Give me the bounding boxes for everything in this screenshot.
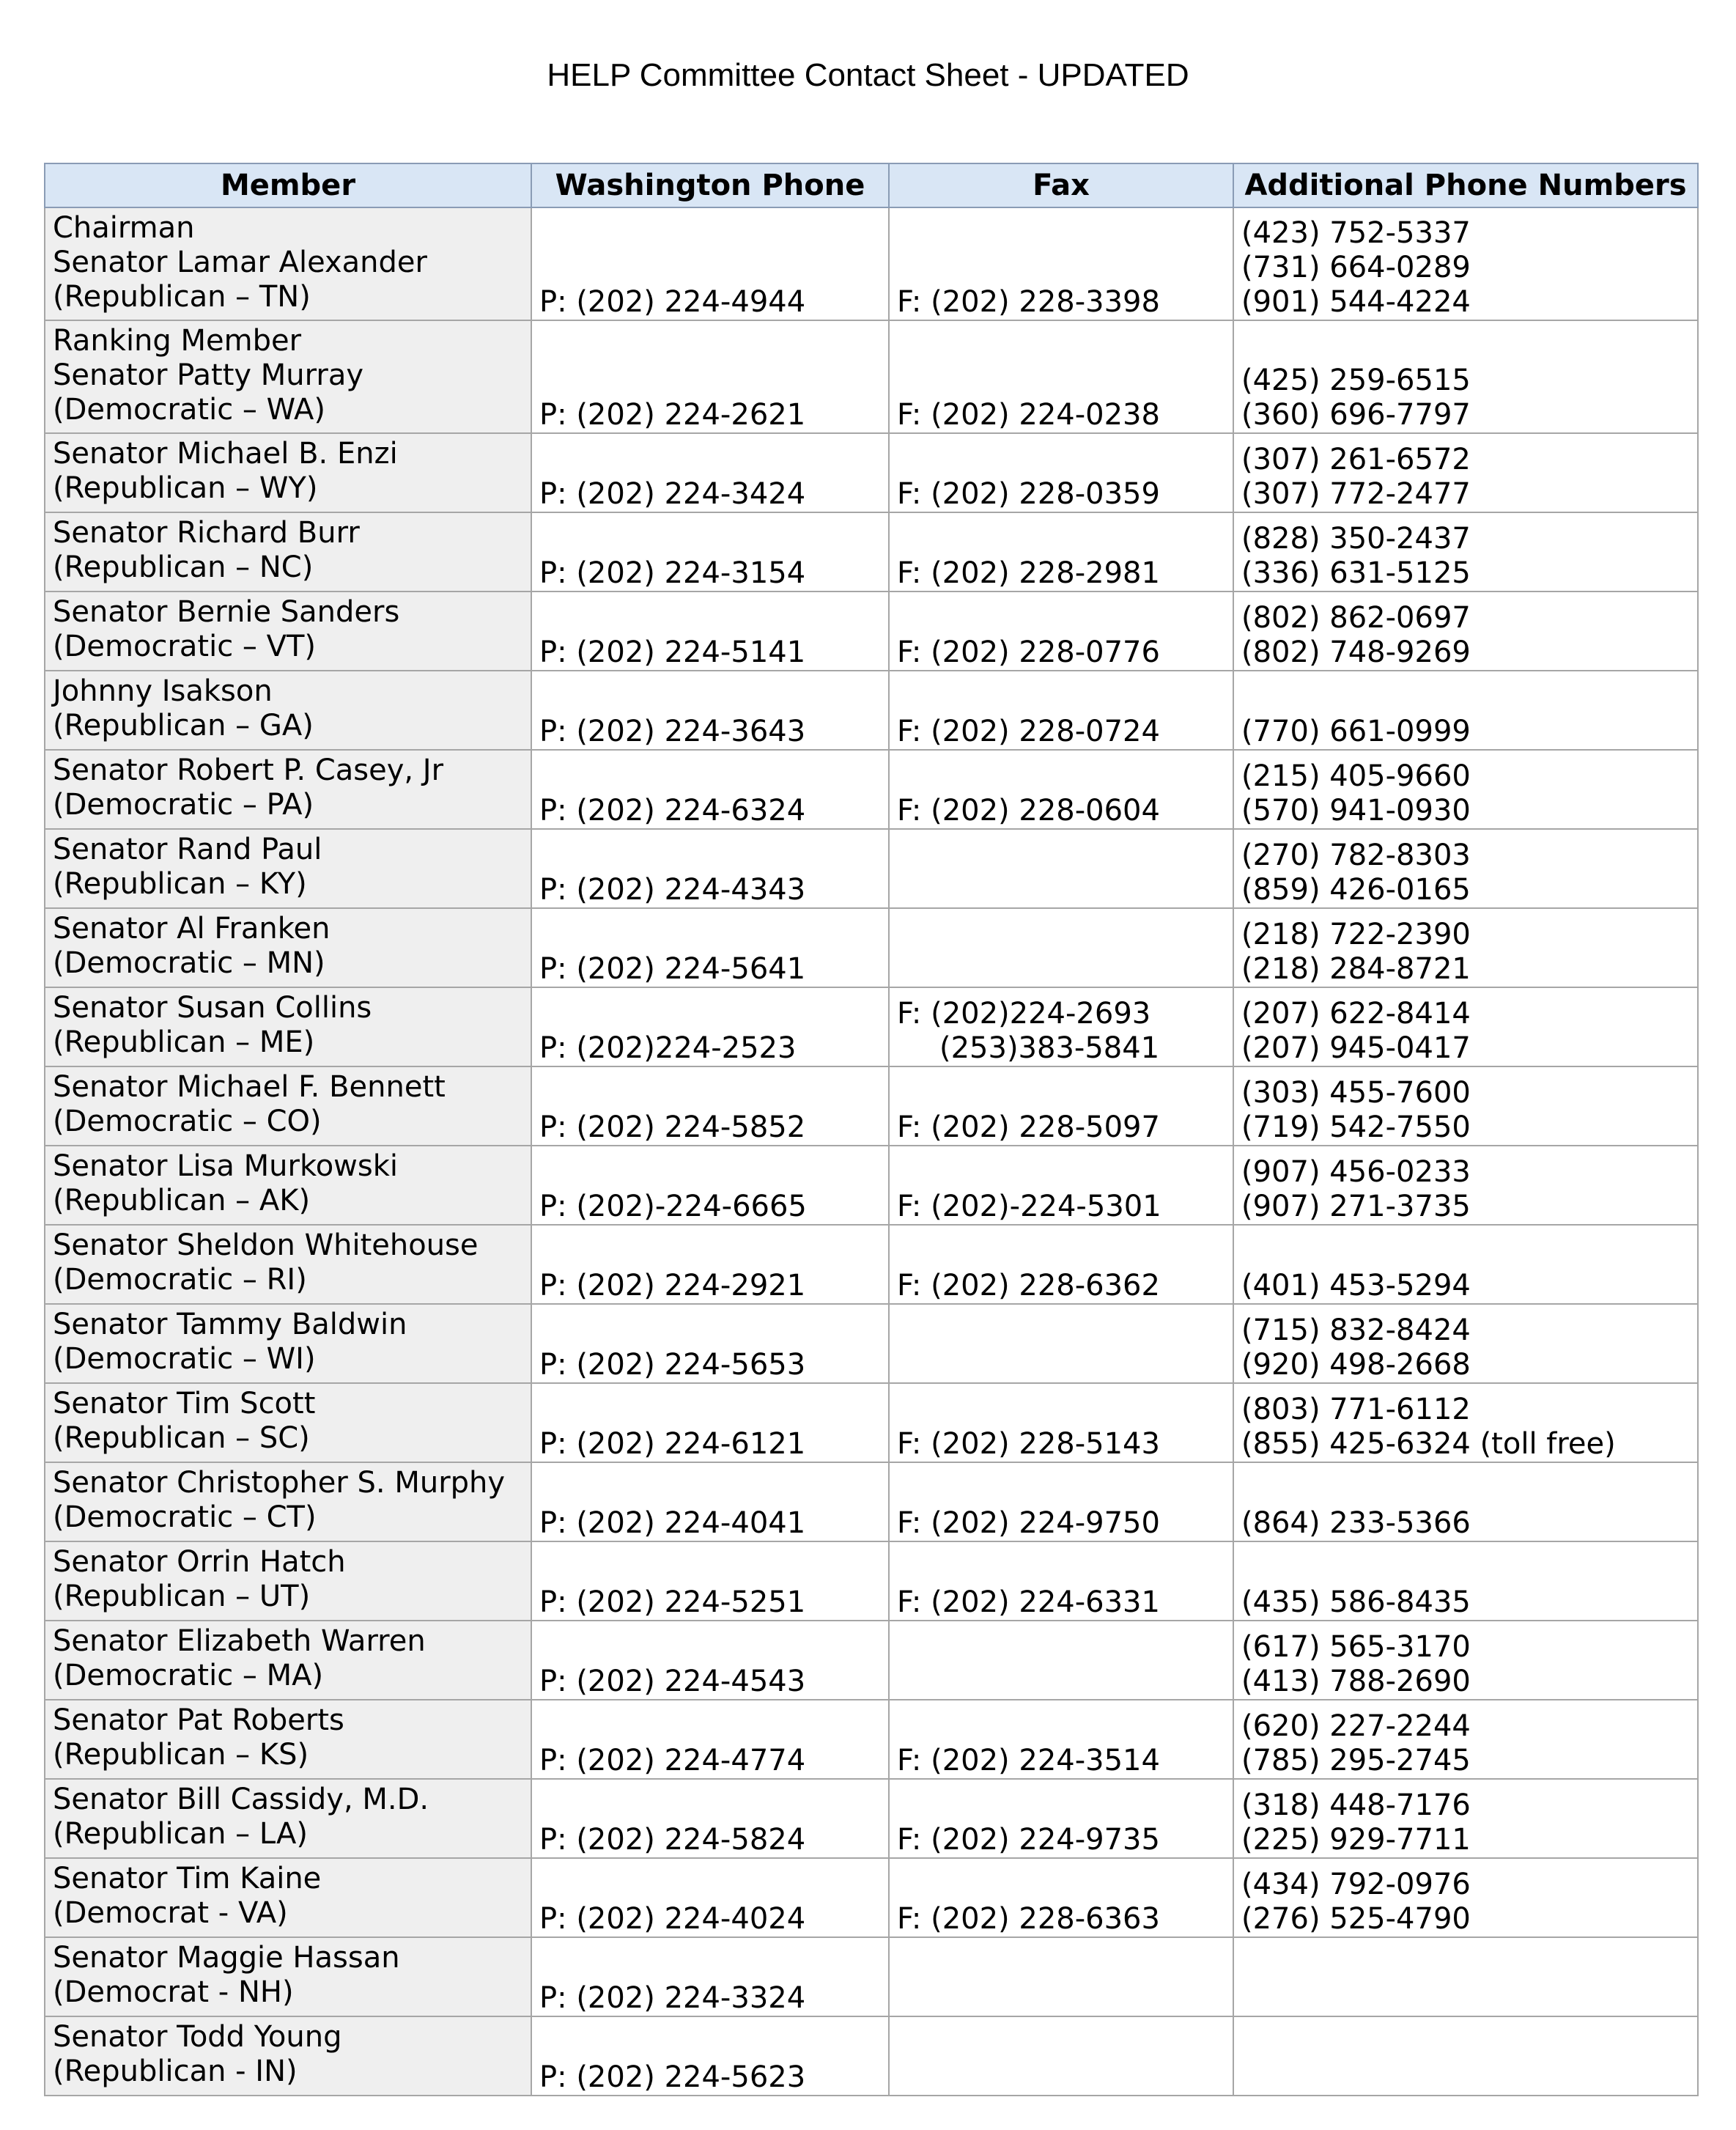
washington-phone: P: (202) 224-4944 [539, 285, 806, 319]
fax-number: F: (202) 228-0776 [897, 635, 1160, 669]
washington-phone-cell [531, 207, 889, 320]
member-cell [45, 2016, 531, 2096]
washington-phone: P: (202) 224-3324 [539, 1981, 806, 2015]
additional-phone: (785) 295-2745 [1241, 1744, 1471, 1777]
additional-phone: (907) 456-0233 [1241, 1155, 1471, 1189]
additional-phones-cell [1233, 1383, 1698, 1462]
table-row [45, 987, 1698, 1066]
additional-phone: (207) 945-0417 [1241, 1031, 1471, 1065]
washington-phone: P: (202) 224-5623 [539, 2060, 806, 2094]
member-line: Johnny Isakson [53, 674, 273, 708]
additional-phone: (620) 227-2244 [1241, 1709, 1471, 1743]
additional-phone: (336) 631-5125 [1241, 556, 1471, 590]
table-row [45, 750, 1698, 829]
fax-cell [889, 320, 1233, 433]
fax-cell [889, 1462, 1233, 1541]
member-line: Senator Orrin Hatch [53, 1545, 346, 1579]
member-line: (Republican – SC) [53, 1421, 310, 1455]
fax-cell [889, 1066, 1233, 1146]
additional-phone: (435) 586-8435 [1241, 1585, 1471, 1619]
washington-phone-cell [531, 1779, 889, 1858]
additional-phone: (401) 453-5294 [1241, 1269, 1471, 1302]
member-line: Senator Todd Young [53, 2020, 342, 2054]
table-row [45, 1304, 1698, 1383]
table-row [45, 592, 1698, 671]
washington-phone: P: (202) 224-6121 [539, 1427, 806, 1461]
fax-number: F: (202) 228-0359 [897, 477, 1160, 511]
member-cell [45, 512, 531, 592]
fax-cell [889, 1779, 1233, 1858]
member-line: (Democratic – CO) [53, 1105, 322, 1138]
additional-phone: (802) 748-9269 [1241, 635, 1471, 669]
fax-cell [889, 2016, 1233, 2096]
member-line: Senator Michael F. Bennett [53, 1070, 446, 1104]
additional-phone: (907) 271-3735 [1241, 1190, 1471, 1223]
fax-number: F: (202) 228-5143 [897, 1427, 1160, 1461]
member-line: Senator Bill Cassidy, M.D. [53, 1783, 429, 1816]
fax-number: F: (202) 224-3514 [897, 1744, 1160, 1777]
contact-table [44, 163, 1699, 2096]
additional-phone: (423) 752-5337 [1241, 216, 1471, 250]
additional-phone: (803) 771-6112 [1241, 1393, 1471, 1426]
member-line: (Republican – NC) [53, 550, 314, 584]
member-line: (Republican – KY) [53, 867, 307, 901]
washington-phone: P: (202) 224-3154 [539, 556, 806, 590]
additional-phones-cell [1233, 1146, 1698, 1225]
additional-phone: (218) 722-2390 [1241, 918, 1471, 951]
washington-phone: P: (202) 224-6324 [539, 794, 806, 828]
fax-number: F: (202) 224-9735 [897, 1823, 1160, 1857]
additional-phone: (859) 426-0165 [1241, 873, 1471, 907]
member-cell [45, 1146, 531, 1225]
additional-phones-cell [1233, 1462, 1698, 1541]
additional-phones-cell [1233, 908, 1698, 987]
fax-cell [889, 1700, 1233, 1779]
member-line: Senator Al Franken [53, 912, 330, 946]
fax-number: F: (202) 228-2981 [897, 556, 1160, 590]
washington-phone-cell [531, 592, 889, 671]
member-cell [45, 320, 531, 433]
member-line: Senator Tim Kaine [53, 1862, 322, 1895]
member-line: (Democratic – PA) [53, 788, 314, 822]
additional-phone: (617) 565-3170 [1241, 1630, 1471, 1664]
additional-phones-cell [1233, 750, 1698, 829]
fax-number: F: (202)-224-5301 [897, 1190, 1161, 1223]
header-additional-phones: Additional Phone Numbers [1233, 163, 1698, 207]
member-line: (Democratic – WA) [53, 393, 325, 427]
table-row [45, 908, 1698, 987]
member-cell [45, 207, 531, 320]
table-row [45, 1146, 1698, 1225]
fax-cell [889, 1541, 1233, 1621]
fax-number: F: (202) 228-5097 [897, 1110, 1160, 1144]
additional-phone: (802) 862-0697 [1241, 601, 1471, 635]
additional-phone: (218) 284-8721 [1241, 952, 1471, 986]
member-line: Senator Susan Collins [53, 991, 372, 1025]
additional-phone: (715) 832-8424 [1241, 1313, 1471, 1347]
fax-cell [889, 1383, 1233, 1462]
additional-phone: (864) 233-5366 [1241, 1506, 1471, 1540]
table-row [45, 1541, 1698, 1621]
member-line: (Republican – LA) [53, 1817, 309, 1851]
washington-phone: P: (202) 224-5852 [539, 1110, 806, 1144]
washington-phone: P: (202) 224-4543 [539, 1665, 806, 1698]
washington-phone-cell [531, 1225, 889, 1304]
page-title: HELP Committee Contact Sheet - UPDATED [547, 57, 1189, 93]
fax-cell [889, 1937, 1233, 2016]
table-row [45, 512, 1698, 592]
member-line: Chairman [53, 211, 195, 245]
washington-phone-cell [531, 671, 889, 750]
table-row [45, 829, 1698, 908]
member-line: (Democratic – WI) [53, 1342, 316, 1376]
member-cell [45, 1462, 531, 1541]
member-cell [45, 1937, 531, 2016]
fax-cell [889, 1858, 1233, 1937]
member-line: Senator Michael B. Enzi [53, 437, 398, 471]
additional-phone: (920) 498-2668 [1241, 1348, 1471, 1382]
member-cell [45, 1541, 531, 1621]
washington-phone: P: (202) 224-5251 [539, 1585, 806, 1619]
washington-phone: P: (202) 224-2621 [539, 398, 806, 432]
member-line: (Republican – GA) [53, 709, 314, 742]
additional-phone: (901) 544-4224 [1241, 285, 1471, 319]
additional-phones-cell [1233, 512, 1698, 592]
member-line: (Democratic – CT) [53, 1500, 317, 1534]
table-row [45, 1858, 1698, 1937]
additional-phones-cell [1233, 987, 1698, 1066]
table-row [45, 1700, 1698, 1779]
member-cell [45, 592, 531, 671]
member-line: Senator Patty Murray [53, 358, 364, 392]
washington-phone-cell [531, 1621, 889, 1700]
washington-phone-cell [531, 829, 889, 908]
member-line: Senator Robert P. Casey, Jr [53, 753, 444, 787]
washington-phone: P: (202)-224-6665 [539, 1190, 807, 1223]
washington-phone: P: (202) 224-4041 [539, 1506, 806, 1540]
washington-phone-cell [531, 1700, 889, 1779]
member-cell [45, 750, 531, 829]
table-row [45, 2016, 1698, 2096]
additional-phones-cell [1233, 671, 1698, 750]
fax-number: F: (202) 224-9750 [897, 1506, 1160, 1540]
member-line: (Republican – TN) [53, 280, 311, 314]
washington-phone-cell [531, 1937, 889, 2016]
fax-cell [889, 987, 1233, 1066]
additional-phone: (360) 696-7797 [1241, 398, 1471, 432]
fax-cell [889, 750, 1233, 829]
additional-phones-cell [1233, 2016, 1698, 2096]
washington-phone: P: (202) 224-4343 [539, 873, 806, 907]
additional-phones-cell [1233, 1066, 1698, 1146]
fax-cell [889, 1225, 1233, 1304]
additional-phone: (276) 525-4790 [1241, 1902, 1471, 1936]
member-line: (Republican – AK) [53, 1184, 311, 1217]
additional-phones-cell [1233, 1225, 1698, 1304]
header-washington-phone: Washington Phone [531, 163, 889, 207]
additional-phone: (855) 425-6324 (toll free) [1241, 1427, 1616, 1461]
additional-phone: (215) 405-9660 [1241, 759, 1471, 793]
member-line: (Democratic – VT) [53, 630, 317, 663]
additional-phone: (570) 941-0930 [1241, 794, 1471, 828]
member-line: Senator Tammy Baldwin [53, 1308, 407, 1341]
washington-phone-cell [531, 320, 889, 433]
additional-phones-cell [1233, 1700, 1698, 1779]
fax-cell [889, 829, 1233, 908]
additional-phone: (307) 261-6572 [1241, 443, 1471, 476]
member-line: Senator Lisa Murkowski [53, 1149, 398, 1183]
fax-number: F: (202)224-2693 [897, 997, 1151, 1031]
washington-phone-cell [531, 750, 889, 829]
washington-phone: P: (202) 224-5824 [539, 1823, 806, 1857]
member-line: Senator Tim Scott [53, 1387, 316, 1420]
header-member: Member [45, 163, 531, 207]
additional-phone: (434) 792-0976 [1241, 1868, 1471, 1901]
member-cell [45, 987, 531, 1066]
washington-phone-cell [531, 433, 889, 512]
additional-phones-cell [1233, 207, 1698, 320]
member-cell [45, 1225, 531, 1304]
member-cell [45, 829, 531, 908]
member-line: Senator Lamar Alexander [53, 246, 427, 279]
washington-phone: P: (202) 224-5641 [539, 952, 806, 986]
table-row [45, 1383, 1698, 1462]
table-row [45, 433, 1698, 512]
member-line: (Democrat - NH) [53, 1975, 294, 2009]
washington-phone-cell [531, 1462, 889, 1541]
additional-phone: (318) 448-7176 [1241, 1788, 1471, 1822]
fax-cell [889, 207, 1233, 320]
fax-number: F: (202) 228-0604 [897, 794, 1160, 828]
member-cell [45, 908, 531, 987]
additional-phones-cell [1233, 1304, 1698, 1383]
washington-phone: P: (202) 224-5141 [539, 635, 806, 669]
fax-cell [889, 671, 1233, 750]
member-line: (Democratic – RI) [53, 1263, 307, 1297]
member-cell [45, 1700, 531, 1779]
member-line: Senator Maggie Hassan [53, 1941, 400, 1975]
fax-number: F: (202) 228-3398 [897, 285, 1160, 319]
additional-phones-cell [1233, 433, 1698, 512]
table-row [45, 1462, 1698, 1541]
additional-phone: (270) 782-8303 [1241, 839, 1471, 872]
fax-cell [889, 433, 1233, 512]
additional-phones-cell [1233, 1621, 1698, 1700]
additional-phone: (425) 259-6515 [1241, 364, 1471, 397]
member-line: (Republican – KS) [53, 1738, 309, 1772]
table-row [45, 671, 1698, 750]
additional-phones-cell [1233, 1937, 1698, 2016]
member-cell [45, 1621, 531, 1700]
additional-phone: (225) 929-7711 [1241, 1823, 1471, 1857]
additional-phone: (307) 772-2477 [1241, 477, 1471, 511]
member-line: Senator Rand Paul [53, 833, 322, 866]
table-row [45, 1621, 1698, 1700]
additional-phones-cell [1233, 320, 1698, 433]
member-cell [45, 1383, 531, 1462]
member-line: Senator Elizabeth Warren [53, 1624, 426, 1658]
additional-phones-cell [1233, 829, 1698, 908]
additional-phones-cell [1233, 592, 1698, 671]
washington-phone: P: (202) 224-2921 [539, 1269, 806, 1302]
washington-phone-cell [531, 1146, 889, 1225]
table-row [45, 1779, 1698, 1858]
fax-number: F: (202) 224-0238 [897, 398, 1160, 432]
header-fax: Fax [889, 163, 1233, 207]
washington-phone: P: (202) 224-4024 [539, 1902, 806, 1936]
table-row [45, 1937, 1698, 2016]
additional-phones-cell [1233, 1541, 1698, 1621]
additional-phone: (207) 622-8414 [1241, 997, 1471, 1031]
header-row [45, 163, 1698, 207]
member-line: (Democratic – MA) [53, 1659, 324, 1692]
additional-phone: (719) 542-7550 [1241, 1110, 1471, 1144]
member-cell [45, 1066, 531, 1146]
fax-cell [889, 1146, 1233, 1225]
washington-phone: P: (202) 224-3643 [539, 715, 806, 748]
member-line: (Democratic – MN) [53, 946, 325, 980]
washington-phone-cell [531, 2016, 889, 2096]
fax-number: (253)383-5841 [939, 1031, 1160, 1065]
washington-phone: P: (202) 224-3424 [539, 477, 806, 511]
additional-phones-cell [1233, 1779, 1698, 1858]
fax-cell [889, 908, 1233, 987]
member-line: (Democrat - VA) [53, 1896, 288, 1930]
additional-phone: (303) 455-7600 [1241, 1076, 1471, 1110]
table-row [45, 320, 1698, 433]
table-row [45, 207, 1698, 320]
member-line: (Republican – ME) [53, 1025, 315, 1059]
member-line: (Republican – WY) [53, 471, 318, 505]
fax-cell [889, 512, 1233, 592]
washington-phone: P: (202) 224-5653 [539, 1348, 806, 1382]
member-line: Senator Richard Burr [53, 516, 360, 550]
additional-phone: (828) 350-2437 [1241, 522, 1471, 556]
member-cell [45, 1304, 531, 1383]
member-cell [45, 1779, 531, 1858]
member-cell [45, 671, 531, 750]
member-line: (Republican – UT) [53, 1580, 311, 1613]
washington-phone-cell [531, 1304, 889, 1383]
member-line: Senator Pat Roberts [53, 1703, 344, 1737]
additional-phone: (770) 661-0999 [1241, 715, 1471, 748]
member-cell [45, 1858, 531, 1937]
washington-phone-cell [531, 987, 889, 1066]
member-cell [45, 433, 531, 512]
fax-number: F: (202) 228-6362 [897, 1269, 1160, 1302]
fax-cell [889, 592, 1233, 671]
member-line: Ranking Member [53, 324, 302, 358]
washington-phone-cell [531, 512, 889, 592]
washington-phone-cell [531, 1066, 889, 1146]
table-row [45, 1225, 1698, 1304]
additional-phones-cell [1233, 1858, 1698, 1937]
washington-phone: P: (202) 224-4774 [539, 1744, 806, 1777]
fax-number: F: (202) 228-6363 [897, 1902, 1160, 1936]
table-row [45, 1066, 1698, 1146]
washington-phone: P: (202)224-2523 [539, 1031, 797, 1065]
washington-phone-cell [531, 908, 889, 987]
fax-cell [889, 1621, 1233, 1700]
washington-phone-cell [531, 1858, 889, 1937]
fax-cell [889, 1304, 1233, 1383]
washington-phone-cell [531, 1383, 889, 1462]
additional-phone: (413) 788-2690 [1241, 1665, 1471, 1698]
member-line: Senator Bernie Sanders [53, 595, 400, 629]
member-line: Senator Christopher S. Murphy [53, 1466, 506, 1500]
fax-number: F: (202) 228-0724 [897, 715, 1160, 748]
member-line: (Republican - IN) [53, 2055, 298, 2088]
additional-phone: (731) 664-0289 [1241, 251, 1471, 284]
washington-phone-cell [531, 1541, 889, 1621]
member-line: Senator Sheldon Whitehouse [53, 1228, 479, 1262]
fax-number: F: (202) 224-6331 [897, 1585, 1160, 1619]
